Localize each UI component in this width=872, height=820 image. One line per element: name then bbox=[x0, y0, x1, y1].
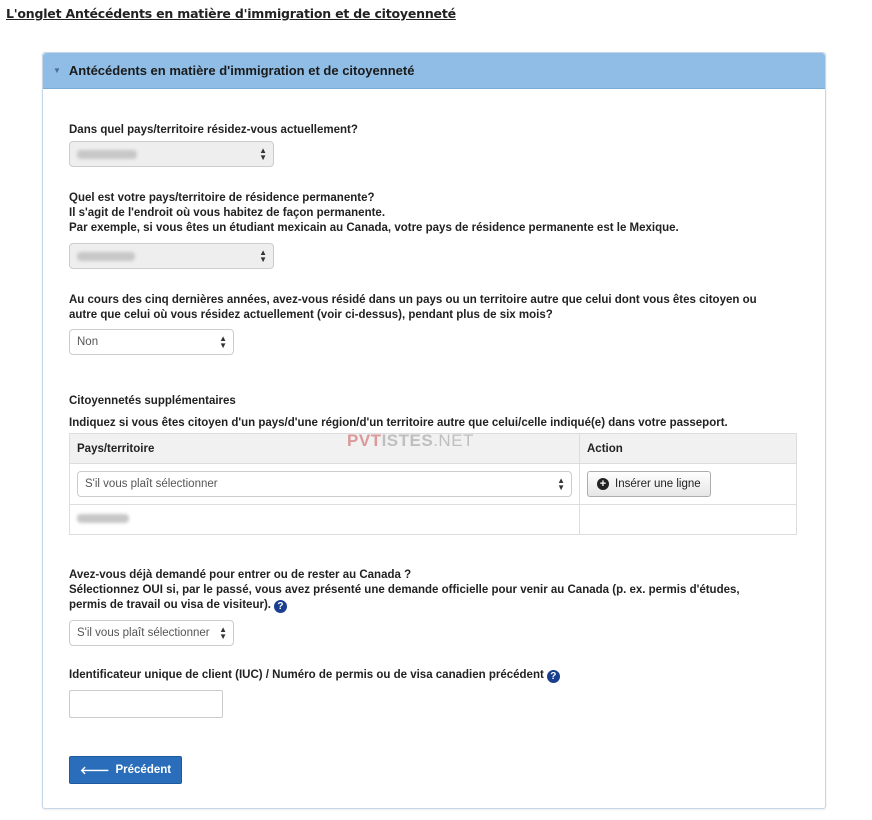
citizenship-heading: Citoyennetés supplémentaires bbox=[69, 395, 236, 407]
residence-country-select[interactable] bbox=[69, 141, 274, 167]
select-arrows-icon: ▲ ▼ bbox=[219, 625, 227, 641]
applied-line1: Avez-vous déjà demandé pour entrer ou de rester au Canada ? bbox=[69, 569, 412, 581]
watermark-logo bbox=[347, 431, 474, 451]
lived-elsewhere-select[interactable] bbox=[69, 329, 234, 355]
action-cell-empty bbox=[580, 505, 797, 535]
col-country-header: Pays/territoire bbox=[70, 434, 580, 464]
table-row bbox=[70, 505, 797, 535]
lived-elsewhere-line1: Au cours des cinq dernières années, avez-vous résidé dans un pays ou un territoire autre que celui dont vous êtes citoyen ou bbox=[69, 294, 757, 306]
select-arrows-icon: ▲ ▼ bbox=[557, 476, 565, 492]
permanent-residence-question bbox=[69, 191, 679, 236]
applied-line3-wrap bbox=[69, 598, 740, 613]
watermark-part3: .NET bbox=[433, 431, 474, 450]
immigration-history-panel bbox=[42, 52, 826, 809]
watermark-part1: PVT bbox=[347, 431, 382, 450]
uci-input[interactable] bbox=[69, 690, 223, 718]
applied-question bbox=[69, 568, 740, 613]
page-heading: L'onglet Antécédents en matière d'immigration et de citoyenneté bbox=[6, 6, 456, 21]
watermark-part2: ISTES bbox=[381, 431, 434, 450]
country-cell bbox=[70, 464, 580, 505]
insert-row-button[interactable] bbox=[587, 471, 711, 497]
arrow-left-icon: 🡐 bbox=[80, 765, 110, 777]
redacted-value bbox=[77, 150, 137, 159]
redacted-value bbox=[77, 252, 135, 261]
country-cell-existing bbox=[70, 505, 580, 535]
citizenship-select-value: S'il vous plaît sélectionner bbox=[85, 478, 218, 490]
panel-header[interactable] bbox=[43, 53, 825, 89]
citizenship-country-select[interactable] bbox=[77, 471, 572, 497]
citizenship-instruction: Indiquez si vous êtes citoyen d'un pays/d'une région/d'un territoire autre que celui/celle indiqué(e) dans votre passeport. bbox=[69, 417, 728, 429]
uci-label: Identificateur unique de client (IUC) / Numéro de permis ou de visa canadien précédent bbox=[69, 669, 544, 681]
applied-select-value: S'il vous plaît sélectionner bbox=[77, 627, 210, 639]
permanent-residence-line1: Quel est votre pays/territoire de résidence permanente? bbox=[69, 192, 375, 204]
action-cell bbox=[580, 464, 797, 505]
plus-circle-icon: + bbox=[597, 478, 609, 490]
col-action-header: Action bbox=[580, 434, 797, 464]
lived-elsewhere-value: Non bbox=[77, 336, 99, 348]
help-icon[interactable]: ? bbox=[274, 600, 287, 613]
help-icon[interactable]: ? bbox=[547, 670, 560, 683]
permanent-residence-select[interactable] bbox=[69, 243, 274, 269]
select-arrows-icon: ▲ ▼ bbox=[219, 334, 227, 350]
permanent-residence-line3: Par exemple, si vous êtes un étudiant mexicain au Canada, votre pays de résidence permanente est le Mexique. bbox=[69, 222, 679, 234]
collapse-caret-icon[interactable]: ▼ bbox=[53, 66, 61, 75]
permanent-residence-line2: Il s'agit de l'endroit où vous habitez de façon permanente. bbox=[69, 207, 386, 219]
previous-label: Précédent bbox=[115, 764, 172, 776]
lived-elsewhere-question bbox=[69, 293, 757, 323]
applied-select[interactable] bbox=[69, 620, 234, 646]
applied-line3: permis de travail ou visa de visiteur). bbox=[69, 599, 271, 611]
insert-row-label: Insérer une ligne bbox=[615, 478, 701, 490]
redacted-value bbox=[77, 514, 129, 523]
previous-button[interactable] bbox=[69, 756, 182, 784]
lived-elsewhere-line2: autre que celui où vous résidez actuellement (voir ci-dessus), pendant plus de six mois? bbox=[69, 309, 553, 321]
select-arrows-icon: ▲ ▼ bbox=[259, 248, 267, 264]
table-row bbox=[70, 464, 797, 505]
select-arrows-icon: ▲ ▼ bbox=[259, 146, 267, 162]
residence-question-label: Dans quel pays/territoire résidez-vous actuellement? bbox=[69, 124, 358, 136]
panel-title: Antécédents en matière d'immigration et de citoyenneté bbox=[68, 63, 415, 78]
applied-line2: Sélectionnez OUI si, par le passé, vous avez présenté une demande officielle pour venir au Canada (p. ex. permis d'études, bbox=[69, 584, 740, 596]
uci-question bbox=[69, 668, 560, 683]
